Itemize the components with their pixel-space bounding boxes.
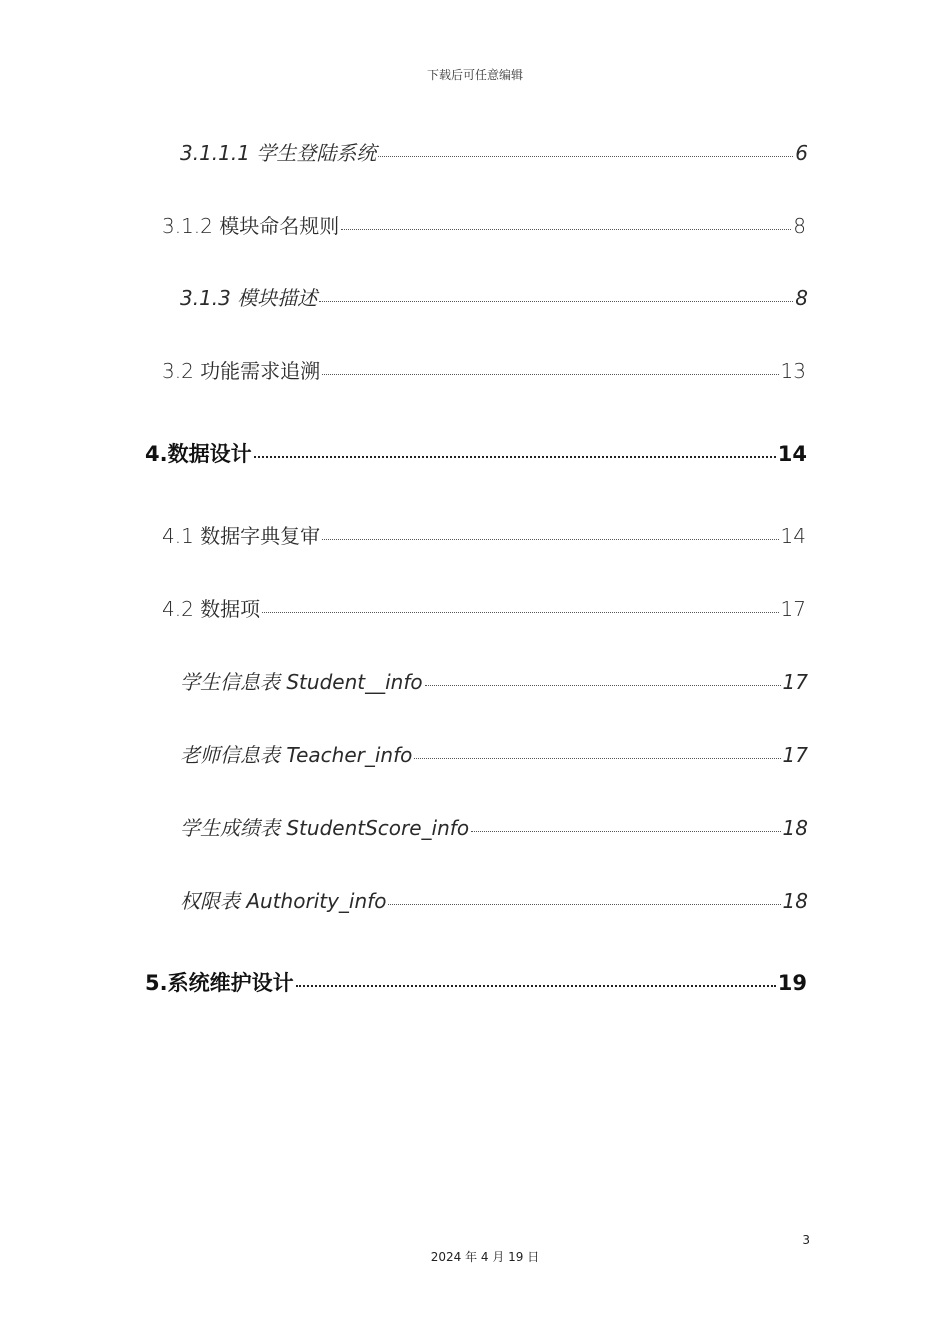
toc-leader-dots	[341, 229, 791, 230]
toc-entry-page: 13	[780, 359, 806, 383]
toc-leader-dots	[322, 374, 778, 375]
toc-leader-dots	[262, 612, 778, 613]
toc-entry-page: 8	[795, 286, 808, 310]
toc-entry-label: 权限表 Authority_info	[180, 889, 387, 913]
page-number: 3	[802, 1233, 810, 1247]
toc-entry-label: 学生成绩表 StudentScore_info	[180, 816, 470, 840]
toc-entry-label: 4.2 数据项	[162, 597, 261, 621]
toc-entry-page: 19	[777, 971, 807, 995]
toc-entry[interactable]	[162, 593, 806, 622]
toc-entry-page: 17	[780, 597, 806, 621]
toc-leader-dots	[414, 758, 780, 759]
toc-entry[interactable]	[180, 137, 808, 166]
toc-entry[interactable]	[180, 739, 808, 768]
toc-entry[interactable]	[180, 666, 808, 695]
toc-entry-label: 3.2 功能需求追溯	[162, 359, 321, 383]
toc-entry-chapter[interactable]	[145, 967, 807, 997]
toc-entry-label: 3.1.1.1 学生登陆系统	[180, 141, 377, 165]
toc-entry-label: 5.系统维护设计	[145, 971, 294, 995]
toc-entry[interactable]	[162, 520, 806, 549]
toc-entry-label: 3.1.3 模块描述	[180, 286, 318, 310]
toc-entry[interactable]	[180, 885, 808, 914]
header-note: 下载后可任意编辑	[426, 68, 523, 82]
toc-entry-page: 17	[782, 670, 808, 694]
toc-leader-dots	[425, 685, 781, 686]
toc-leader-dots	[471, 831, 780, 832]
toc-entry-label: 3.1.2 模块命名规则	[162, 214, 340, 238]
toc-entry-page: 14	[777, 442, 807, 466]
toc-leader-dots	[319, 301, 793, 302]
toc-entry[interactable]	[180, 812, 808, 841]
toc-entry-page: 14	[780, 524, 806, 548]
toc-entry[interactable]	[180, 282, 808, 311]
toc-entry-page: 17	[782, 743, 808, 767]
toc-entry-page: 18	[782, 889, 808, 913]
toc-leader-dots	[322, 539, 778, 540]
toc-leader-dots	[388, 904, 780, 905]
toc-entry-chapter[interactable]	[145, 438, 807, 468]
toc-leader-dots	[296, 985, 776, 987]
toc-entry-label: 老师信息表 Teacher_info	[180, 743, 413, 767]
toc-leader-dots	[254, 456, 776, 458]
footer-date: 2024 年 4 月 19 日	[430, 1250, 540, 1264]
toc-entry-page: 8	[793, 214, 806, 238]
toc-entry-label: 学生信息表 Student__info	[180, 670, 423, 694]
toc-entry-page: 6	[795, 141, 808, 165]
toc-entry[interactable]	[162, 210, 806, 239]
toc-leader-dots	[378, 156, 793, 157]
toc-entry-label: 4.1 数据字典复审	[162, 524, 321, 548]
toc-entry-page: 18	[782, 816, 808, 840]
toc-entry-label: 4.数据设计	[145, 442, 252, 466]
toc-entry[interactable]	[162, 355, 806, 384]
